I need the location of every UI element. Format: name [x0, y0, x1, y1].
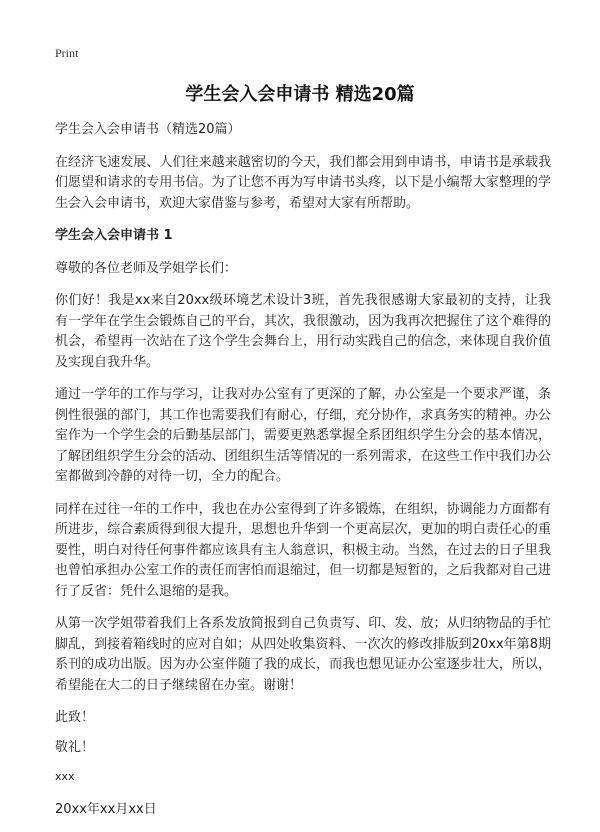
body-paragraph: 你们好！我是xx来自20xx级环境艺术设计3班，首先我很感谢大家最初的支持，让我有一学年在学生会锻炼自己的平台，其次，我很激动，因为我再次把握住了这个难得的机会，希望再一次站在了这个学生会舞台上，用行动实践自己的信念，来体现自我价值及实现自我升华。 [55, 293, 551, 370]
salutation: 尊敬的各位老师及学姐学长们： [55, 260, 238, 276]
section-heading: 学生会入会申请书 1 [55, 228, 173, 243]
body-paragraph: 从第一次学姐带着我们上各系发放简报到自己负责写、印、发、放；从归纳物品的手忙脚乱，到接着箱线时的应对自如；从四处收集资料、一次次的修改排版到20xx年第8期系刊的成功出版。因为办公室伴随了我的成长，而我也想见证办公室逐步壮大，所以，希望能在大二的日子继续留在办室。谢谢！ [55, 616, 551, 693]
document-body [55, 120, 551, 832]
date: 20xx年xx月xx日 [55, 801, 157, 817]
body-paragraph: 同样在过往一年的工作中，我也在办公室得到了许多锻炼，在组织，协调能力方面都有所进步，综合素质得到很大提升，思想也升华到一个更高层次，更加的明白责任心的重要性，明白对待任何事件都应该具有主人翁意识，积极主动。当然，在过去的日子里我也曾怕承担办公室工作的责任而害怕而退缩过，但一切都是短暂的，之后我都对自己进行了反省：凭什么退缩的是我。 [55, 501, 551, 599]
document-subtitle: 学生会入会申请书（精选20篇） [55, 122, 241, 137]
body-paragraph: 通过一学年的工作与学习，让我对办公室有了更深的了解，办公室是一个要求严谨，条例性很强的部门，其工作也需要我们有耐心，仔细，充分协作，求真务实的精神。办公室作为一个学生会的后勤基层部门，需要更熟悉掌握全系团组织学生分会的基本情况，了解团组织学生分会的活动、团组织生活等情况的一系列需求，在这些工作中我们办公室都做到冷静的对待一切，全力的配合。 [55, 387, 551, 484]
intro-paragraph: 在经济飞速发展、人们往来越来越密切的今天，我们都会用到申请书，申请书是承载我们愿望和请求的专用书信。为了让您不再为写申请书头疼，以下是小编帮大家整理的学生会入会申请书，欢迎大家借鉴与参考，希望对大家有所帮助。 [55, 154, 551, 211]
closing-regards: 敬礼！ [55, 739, 95, 755]
page-title: 学生会入会申请书 精选20篇 [185, 84, 415, 105]
print-link[interactable]: Print [55, 46, 79, 60]
signature: xxx [55, 770, 75, 783]
closing-line: 此致！ [55, 710, 95, 725]
